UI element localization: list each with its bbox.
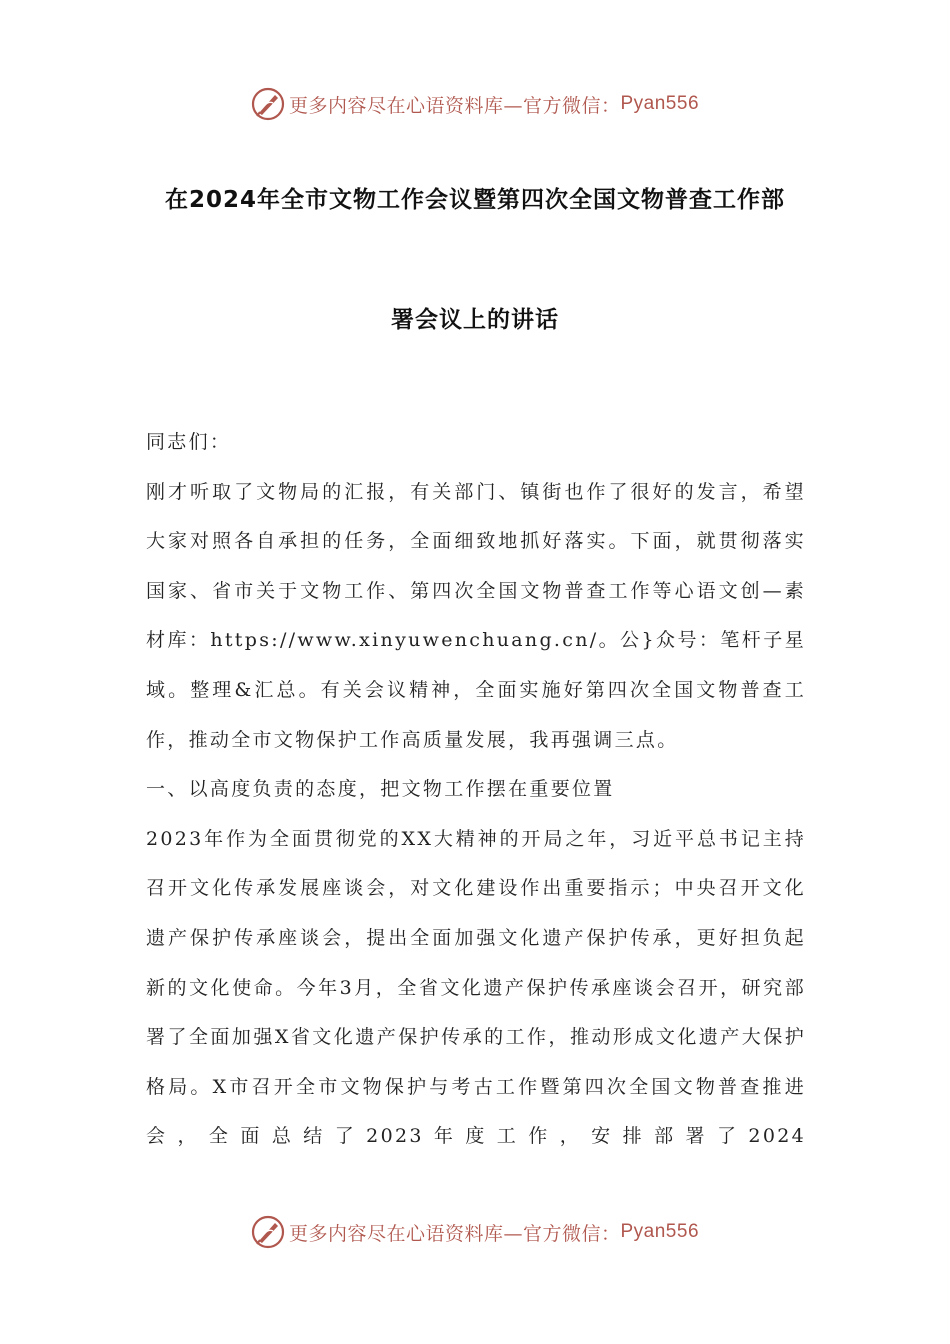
- footer-watermark-banner: [0, 1212, 950, 1252]
- paragraph-section-1: 2023年作为全面贯彻党的XX大精神的开局之年，习近平总书记主持召开文化传承发展座谈会，对文化建设作出重要指示；中央召开文化遗产保护传承座谈会，提出全面加强文化遗产保护传承，更好担负起新的文化使命。今年3月，全省文化遗产保护传承座谈会召开，研究部署了全面加强X省文化遗产保护传承的工作，推动形成文化遗产大保护格局。X市召开全市文物保护与考古工作暨第四次全国文物普查推进会，全面总结了2023年度工作，安排部署了2024: [146, 827, 806, 1148]
- banner-wechat-id: Pyan556: [620, 93, 700, 114]
- banner-text: 更多内容尽在心语资料库—官方微信：: [288, 94, 621, 117]
- speech-body: [146, 418, 806, 1162]
- document-title-line-1: 在2024年全市文物工作会议暨第四次全国文物普查工作部: [164, 187, 785, 213]
- section-heading-1: 一、以高度负责的态度，把文物工作摆在重要位置: [146, 778, 615, 801]
- banner-wechat-id: Pyan556: [620, 1221, 700, 1242]
- paragraph-intro: 刚才听取了文物局的汇报，有关部门、镇街也作了很好的发言，希望大家对照各自承担的任务，全面细致地抓好落实。下面，就贯彻落实国家、省市关于文物工作、第四次全国文物普查工作等心语文创—素材库：https://www.xinyuwenchuang.cn/。公}众号：笔杆子星域。整理&汇总。有关会议精神，全面实施好第四次全国文物普查工作，推动全市文物保护工作高质量发展，我再强调三点。: [146, 480, 806, 751]
- header-watermark-banner: [0, 84, 950, 124]
- quill-pen-logo-icon: [251, 1215, 285, 1249]
- banner-text: 更多内容尽在心语资料库—官方微信：: [288, 1222, 621, 1245]
- document-title-line-2: 署会议上的讲话: [391, 307, 559, 333]
- quill-pen-logo-icon: [251, 87, 285, 121]
- salutation: 同志们：: [146, 431, 232, 453]
